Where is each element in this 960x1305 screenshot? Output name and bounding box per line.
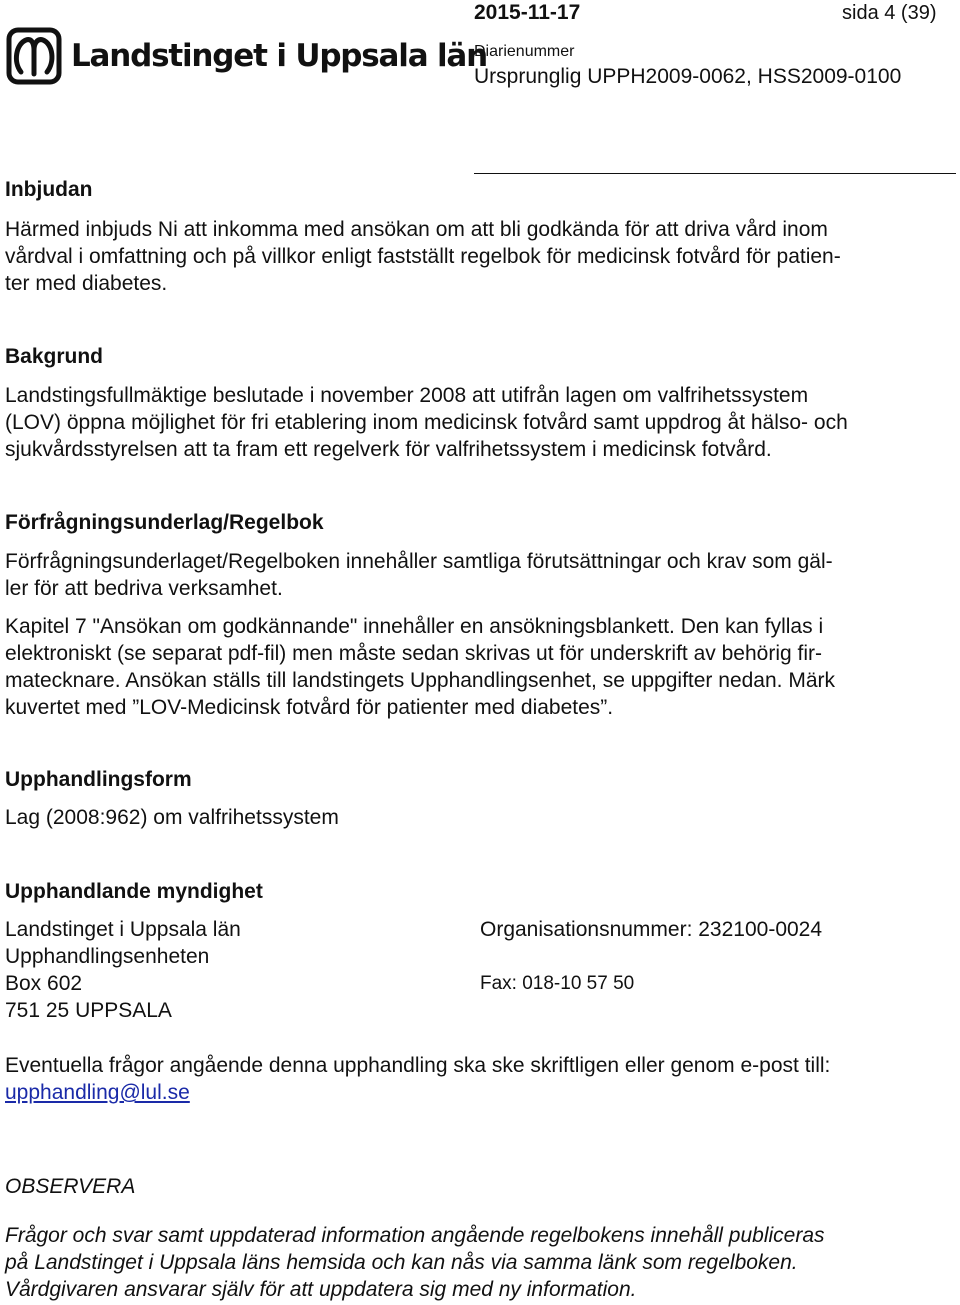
text-line: ler för att bedriva verksamhet. [5,577,283,600]
header-divider [474,173,956,174]
text-line: kuvertet med ”LOV-Medicinsk fotvård för patienter med diabetes”. [5,696,614,719]
heading-observera: OBSERVERA [5,1175,136,1198]
text-line: matecknare. Ansökan ställs till landstingets Upphandlingsenhet, se uppgifter nedan. Märk [5,669,835,692]
landstinget-emblem-icon [6,26,62,86]
authority-name: Landstinget i Uppsala län [5,918,241,941]
diary-number-value: Ursprunglig UPPH2009-0062, HSS2009-0100 [474,65,902,88]
text-line: Kapitel 7 "Ansökan om godkännande" innehåller en ansökningsblankett. Den kan fyllas i [5,615,824,638]
text-line: Härmed inbjuds Ni att inkomma med ansökan om att bli godkända för att driva vård inom [5,218,828,241]
text-line: sjukvårdsstyrelsen att ta fram ett regelverk för valfrihetssystem i medicinsk fotvård. [5,438,772,461]
text-line: Frågor och svar samt uppdaterad information angående regelbokens innehåll publiceras [5,1224,825,1247]
paragraph-observera [5,1222,955,1303]
text-line: vårdval i omfattning och på villkor enligt fastställt regelbok för medicinsk fotvård för patien- [5,245,841,268]
authority-unit: Upphandlingsenheten [5,945,210,968]
diary-number-label: Diarienummer [474,43,575,60]
heading-upphandlingsform: Upphandlingsform [5,768,192,791]
heading-forfragningsunderlag: Förfrågningsunderlag/Regelbok [5,511,324,534]
paragraph-forfragning-1 [5,548,955,602]
text-line: ter med diabetes. [5,272,168,295]
fax-number: Fax: 018-10 57 50 [480,973,635,994]
text-line: Landstingsfullmäktige beslutade i november 2008 att utifrån lagen om valfrihetssystem [5,384,809,407]
text-line: på Landstinget i Uppsala läns hemsida och kan nås via samma länk som regelboken. [5,1251,798,1274]
organisation-number: Organisationsnummer: 232100-0024 [480,918,823,941]
heading-bakgrund: Bakgrund [5,345,104,368]
document-date: 2015-11-17 [474,1,581,24]
paragraph-inbjudan [5,216,955,297]
heading-inbjudan: Inbjudan [5,178,93,201]
text-line: elektroniskt (se separat pdf-fil) men måste sedan skrivas ut för underskrift av behörig fir- [5,642,822,665]
org-logo-text: Landstinget i Uppsala län [71,38,488,74]
text-line: Förfrågningsunderlaget/Regelboken innehåller samtliga förutsättningar och krav som gäl- [5,550,833,573]
text-line: Vårdgivaren ansvarar själv för att uppdatera sig med ny information. [5,1278,637,1301]
authority-box: Box 602 [5,972,83,995]
authority-city: 751 25 UPPSALA [5,999,172,1022]
email-link[interactable]: upphandling@lul.se [5,1081,190,1104]
heading-upphandlande-myndighet: Upphandlande myndighet [5,880,263,903]
paragraph-forfragning-2 [5,613,955,721]
org-logo [6,26,487,86]
upphandlingsform-text: Lag (2008:962) om valfrihetssystem [5,806,339,829]
paragraph-bakgrund [5,382,955,463]
questions-text: Eventuella frågor angående denna upphandling ska ske skriftligen eller genom e-post till: [5,1054,831,1077]
page-number: sida 4 (39) [842,2,937,24]
text-line: (LOV) öppna möjlighet för fri etablering inom medicinsk fotvård samt uppdrog åt hälso- och [5,411,848,434]
